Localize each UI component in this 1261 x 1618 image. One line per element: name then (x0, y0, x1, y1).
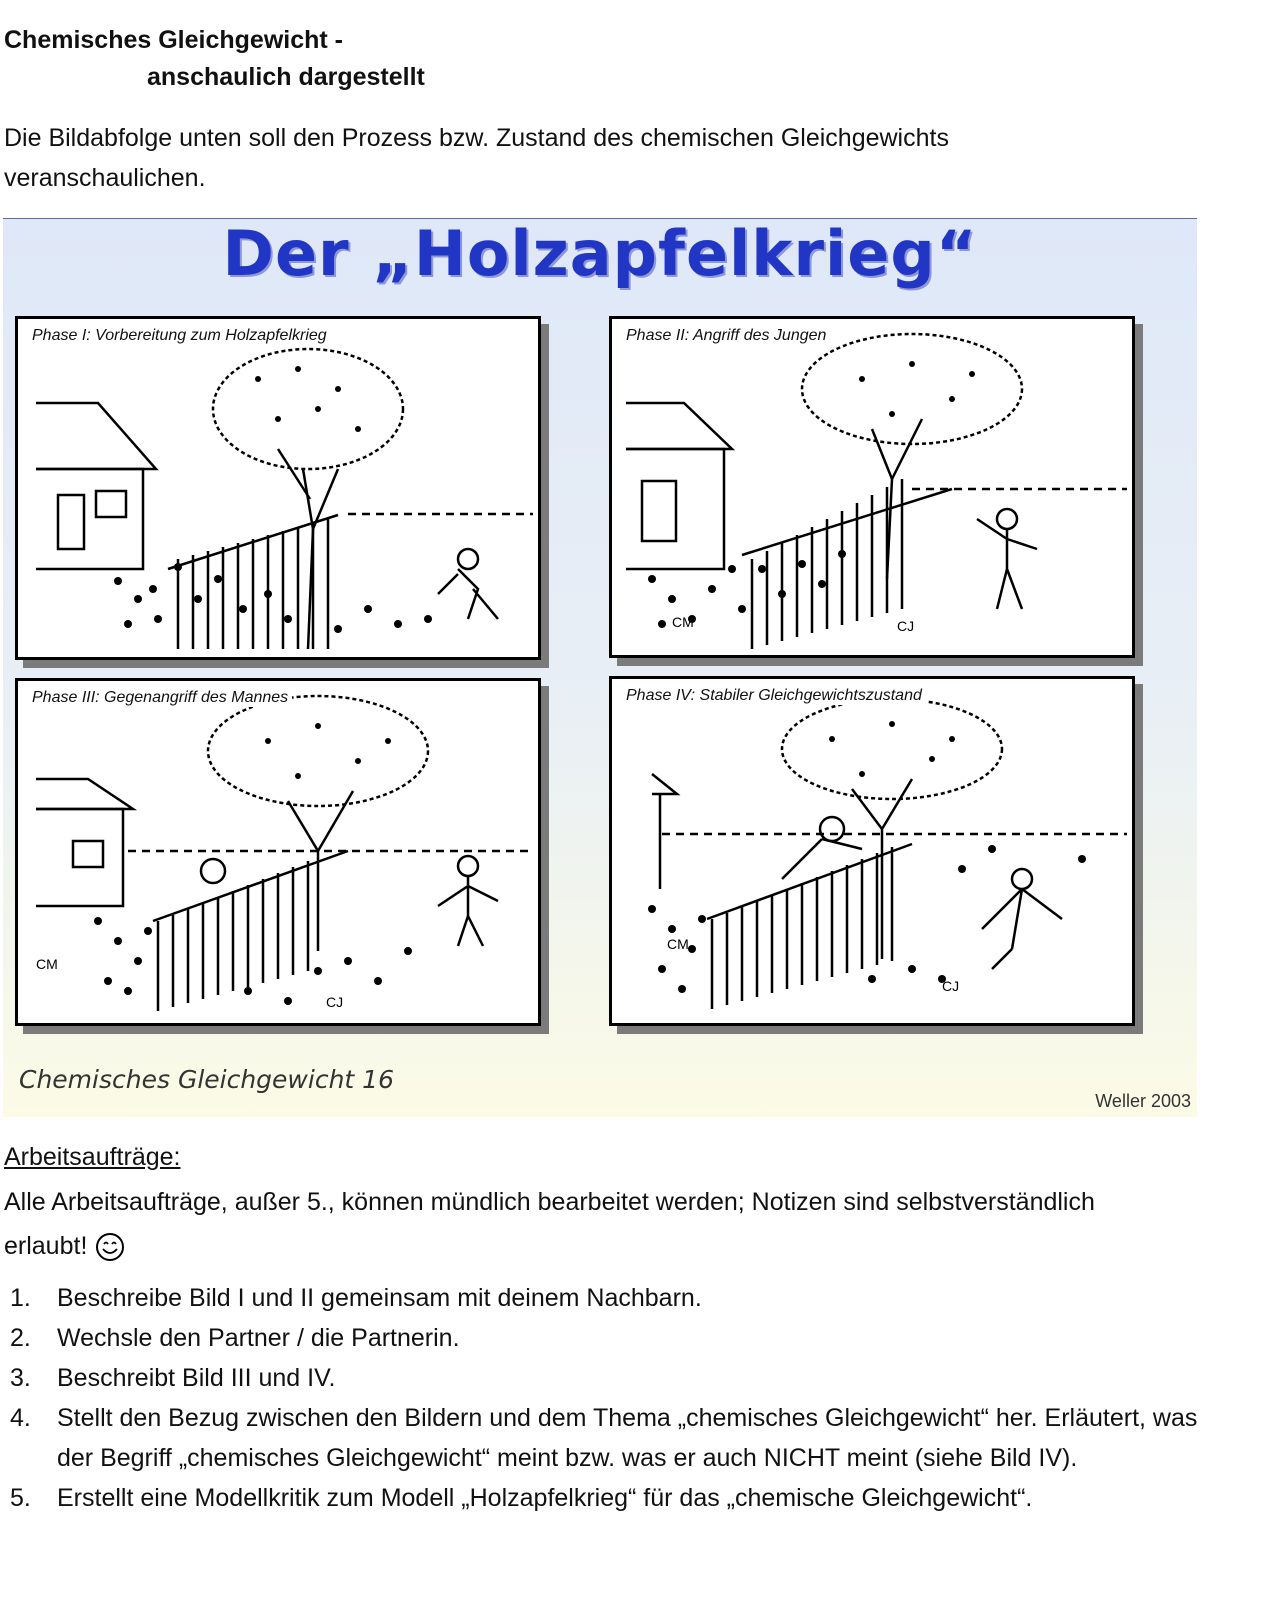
phase-4-label: Phase IV: Stabiler Gleichgewichtszustand (626, 687, 926, 705)
tasks-intro (4, 1180, 1154, 1268)
phase-3-cj-label: CJ (326, 994, 344, 1010)
task-text: Beschreibe Bild I und II gemeinsam mit deinem Nachbarn. (57, 1284, 702, 1312)
phase-3-cm-label: CM (36, 956, 58, 972)
phase-2-panel (609, 316, 1135, 658)
tasks-heading: Arbeitsaufträge: (4, 1143, 181, 1171)
task-number: 1. (10, 1284, 31, 1312)
task-text: Erstellt eine Modellkritik zum Modell „Holzapfelkrieg“ für das „chemische Gleichgewicht“. (57, 1484, 1033, 1512)
task-number: 3. (10, 1364, 31, 1392)
phase-2-cj-label: CJ (897, 618, 915, 634)
phase-1-panel (15, 316, 541, 660)
task-item (10, 1318, 1200, 1358)
figure-footer-left: Chemisches Gleichgewicht 16 (19, 1065, 394, 1094)
phase-3-illustration (18, 681, 538, 1023)
task-text: Beschreibt Bild III und IV. (57, 1364, 336, 1392)
tasks-intro-text: Alle Arbeitsaufträge, außer 5., können mündlich bearbeitet werden; Notizen sind selbstverständlich erlaubt! (4, 1188, 1095, 1260)
phase-1-illustration (18, 319, 538, 657)
task-item (10, 1478, 1200, 1518)
phase-4-cm-label: CM (667, 936, 689, 952)
figure-title: Der „Holzapfelkrieg“ (222, 217, 978, 290)
task-number: 4. (10, 1404, 31, 1432)
task-text: Wechsle den Partner / die Partnerin. (57, 1324, 460, 1352)
task-item (10, 1398, 1200, 1478)
phase-2-cm-label: CM (672, 614, 694, 630)
phase-3-label: Phase III: Gegenangriff des Mannes (32, 689, 292, 707)
phase-2-illustration (612, 319, 1132, 655)
document-title: Chemisches Gleichgewicht - (4, 26, 343, 54)
task-number: 2. (10, 1324, 31, 1352)
figure-footer-right: Weller 2003 (1095, 1091, 1191, 1111)
smiley-icon (95, 1232, 125, 1262)
intro-paragraph: Die Bildabfolge unten soll den Prozess bzw. Zustand des chemischen Gleichgewichts veranschaulichen. (4, 124, 949, 192)
phase-4-illustration (612, 679, 1132, 1023)
phase-3-panel (15, 678, 541, 1026)
document-subtitle: anschaulich dargestellt (147, 63, 425, 91)
task-item (10, 1278, 1200, 1318)
task-text: Stellt den Bezug zwischen den Bildern und dem Thema „chemisches Gleichgewicht“ her. Erläutert, was der Begriff „chemisches Gleichgewicht“ meint bzw. was er auch NICHT meint (siehe Bild IV). (57, 1404, 1198, 1472)
phase-4-panel (609, 676, 1135, 1026)
task-number: 5. (10, 1484, 31, 1512)
task-item (10, 1358, 1200, 1398)
phase-1-label: Phase I: Vorbereitung zum Holzapfelkrieg (32, 327, 331, 345)
holzapfelkrieg-figure (3, 218, 1197, 1117)
phase-4-cj-label: CJ (942, 978, 960, 994)
task-list (10, 1278, 1200, 1518)
phase-2-label: Phase II: Angriff des Jungen (626, 327, 830, 345)
